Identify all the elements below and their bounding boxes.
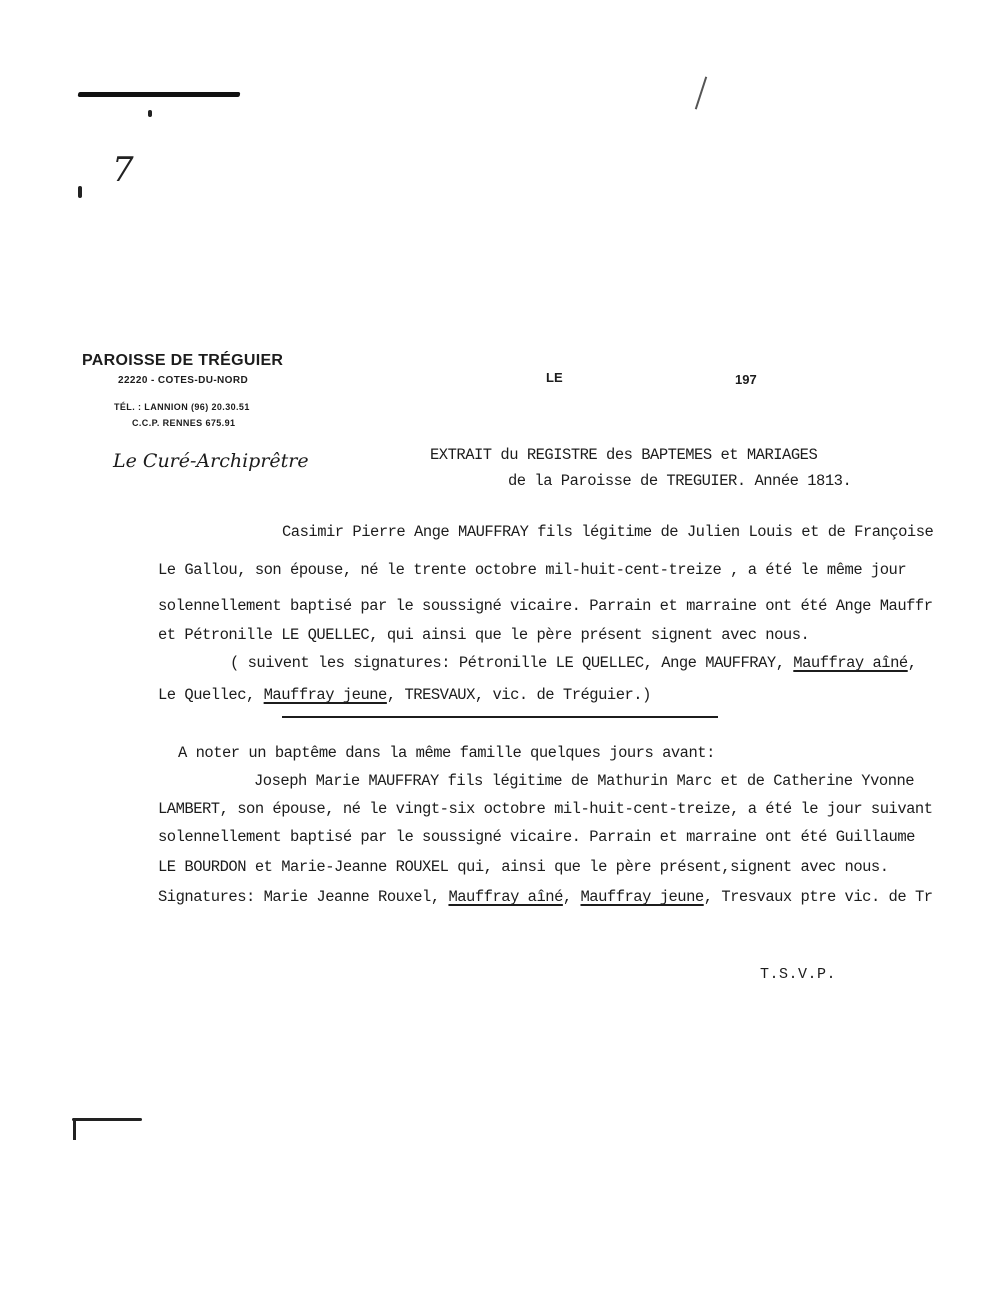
sig-underlined: Mauffray jeune — [263, 686, 387, 704]
extract-header-line-1: EXTRAIT du REGISTRE des BAPTEMES et MARIAGES — [430, 446, 818, 464]
sig-start: Le Quellec, — [158, 686, 264, 704]
parish-ccp: C.C.P. RENNES 675.91 — [132, 418, 236, 428]
sig-end: , — [907, 654, 917, 672]
record1-line-1: Casimir Pierre Ange MAUFFRAY fils légitime de Julien Louis et de Françoise — [282, 523, 934, 541]
record1-line-4: et Pétronille LE QUELLEC, qui ainsi que le père présent signent avec nous. — [158, 626, 810, 644]
sig-underlined: Mauffray aîné — [793, 654, 908, 672]
record1-signatures — [230, 654, 917, 672]
sig-underlined: Mauffray aîné — [448, 888, 563, 906]
pen-mark-top-right — [695, 77, 707, 110]
record2-intro: A noter un baptême dans la même famille quelques jours avant: — [178, 744, 715, 762]
record1-line-2: Le Gallou, son épouse, né le trente octobre mil-huit-cent-treize , a été le même jour — [158, 561, 907, 579]
sig-end: , Tresvaux ptre vic. de Tr — [703, 888, 933, 906]
pen-stroke-top — [78, 92, 241, 97]
speck — [148, 110, 152, 117]
pen-stroke-bottom-vertical — [73, 1118, 76, 1140]
record2-line-2: LAMBERT, son épouse, né le vingt-six octobre mil-huit-cent-treize, a été le jour suivant — [158, 800, 933, 818]
tsvp-note: T.S.V.P. — [760, 966, 837, 983]
record2-line-3: solennellement baptisé par le soussigné vicaire. Parrain et marraine ont été Guillaume — [158, 828, 915, 846]
record2-line-1: Joseph Marie MAUFFRAY fils légitime de Mathurin Marc et de Catherine Yvonne — [254, 772, 915, 790]
parish-address: 22220 - COTES-DU-NORD — [118, 375, 249, 386]
sig-mid: , — [562, 888, 581, 906]
speck — [78, 186, 82, 198]
parish-phone: TÉL. : LANNION (96) 20.30.51 — [114, 402, 250, 412]
sig-end: , TRESVAUX, vic. de Tréguier.) — [386, 686, 651, 704]
sig-start: Signatures: Marie Jeanne Rouxel, — [158, 888, 449, 906]
date-year-prefix: 197 — [735, 372, 757, 387]
date-le-label: LE — [546, 370, 563, 385]
separator-rule — [282, 716, 718, 718]
page-number: 7 — [112, 150, 134, 190]
sig-underlined: Mauffray jeune — [580, 888, 704, 906]
record2-line-4: LE BOURDON et Marie-Jeanne ROUXEL qui, ainsi que le père présent,signent avec nous. — [158, 858, 889, 876]
extract-header-line-2: de la Paroisse de TREGUIER. Année 1813. — [508, 472, 852, 490]
record1-signatures-cont — [158, 686, 651, 704]
parish-name: PAROISSE DE TRÉGUIER — [82, 352, 284, 369]
pen-stroke-bottom — [72, 1118, 142, 1121]
sig-intro: ( suivent les signatures: Pétronille LE QUELLEC, Ange MAUFFRAY, — [230, 654, 794, 672]
record1-line-3: solennellement baptisé par le soussigné vicaire. Parrain et marraine ont été Ange Mauffr — [158, 597, 933, 615]
cure-title: Le Curé-Archiprêtre — [113, 450, 309, 472]
record2-signatures — [158, 888, 933, 906]
